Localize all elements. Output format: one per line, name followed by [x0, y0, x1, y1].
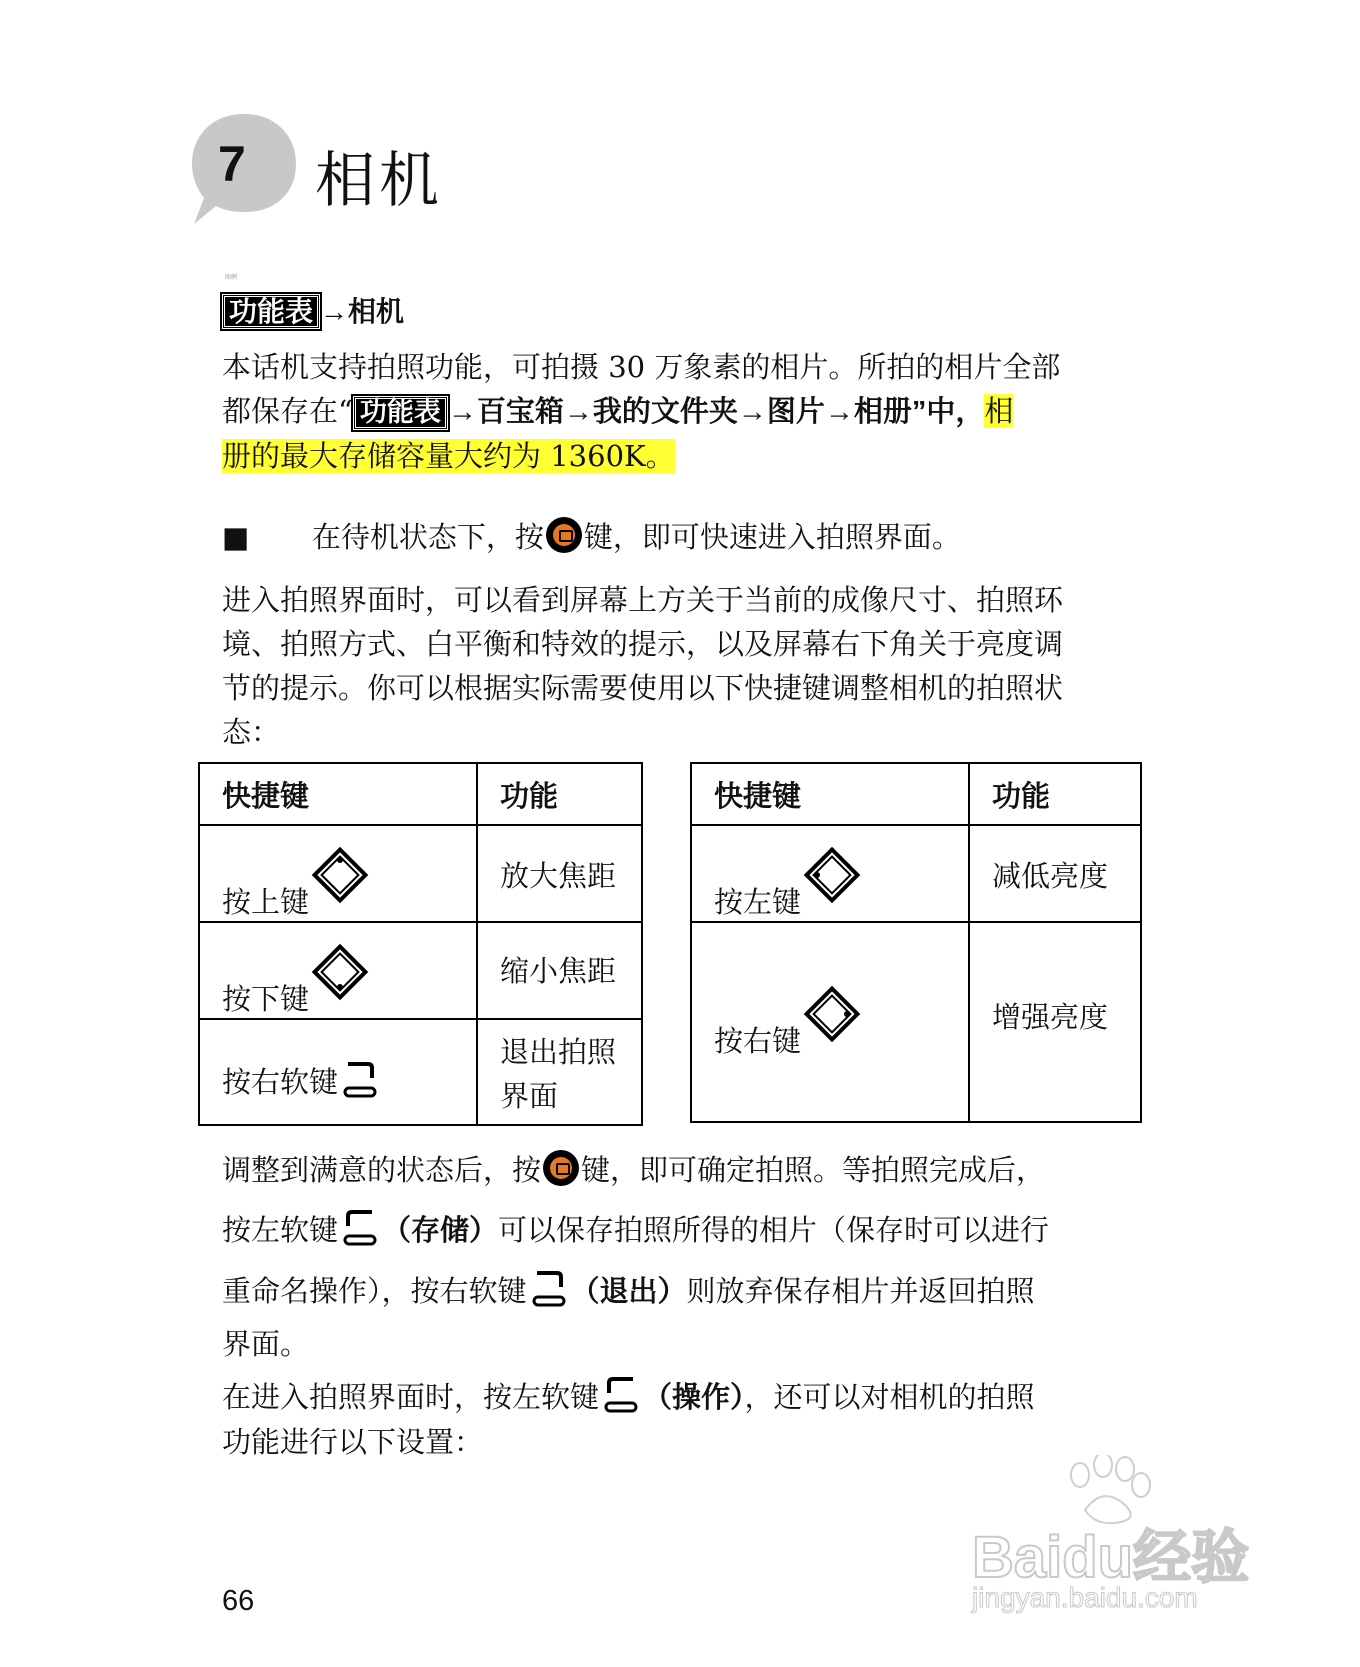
- para3-line-2-b: 可以保存拍照所得的相片（保存时可以进行: [498, 1213, 1050, 1247]
- table-row: [199, 1019, 642, 1125]
- para3-line-3-b: 则放弃保存相片并返回拍照: [686, 1274, 1035, 1308]
- bullet-symbol: ■: [222, 520, 250, 554]
- function-cell: 增强亮度: [969, 922, 1141, 1122]
- para3-line-1: [222, 1140, 1102, 1200]
- header-function: 功能: [477, 763, 642, 825]
- shortcut-intro-paragraph: [222, 578, 1102, 754]
- table-row: [691, 922, 1141, 1122]
- chapter-number: 7: [218, 136, 246, 192]
- function-cell: 缩小焦距: [477, 922, 642, 1019]
- para3-line-2: [222, 1200, 1102, 1261]
- watermark-url: jingyan.baidu.com: [972, 1582, 1198, 1613]
- para4-line-2: 功能进行以下设置：: [222, 1425, 484, 1459]
- menu-path: [222, 290, 404, 330]
- para3-line-3: [222, 1261, 1102, 1322]
- bullet-text-b: 键，即可快速进入拍照界面。: [583, 520, 961, 554]
- intro-highlight: 册的最大存储容量大约为 1360K。: [222, 439, 675, 473]
- header-shortcut: 快捷键: [691, 763, 969, 825]
- right-softkey-icon: [531, 1269, 567, 1313]
- key-label: 按左键: [714, 885, 802, 919]
- bullet-line: [222, 515, 1102, 559]
- para3-line-2-a: 按左软键: [222, 1213, 339, 1247]
- para2-line-1: 进入拍照界面时，可以看到屏幕上方关于当前的成像尺寸、拍照环: [222, 583, 1064, 617]
- para4-line-1-b: ，还可以对相机的拍照: [744, 1380, 1035, 1414]
- menu-chip: 功能表: [222, 294, 320, 329]
- intro-line-1: 本话机支持拍照功能，可拍摄 30 万象素的相片。所拍的相片全部: [222, 350, 1061, 384]
- left-softkey-icon: [342, 1208, 378, 1252]
- header-shortcut: 快捷键: [199, 763, 477, 825]
- exit-label: （退出）: [570, 1276, 687, 1308]
- intro-menu-chip: 功能表: [353, 396, 448, 430]
- intro-paragraph: [222, 345, 1102, 478]
- nav-down-key-icon: [309, 941, 371, 1003]
- camera-key-icon: [543, 1150, 579, 1186]
- para3-line-3-a: 重命名操作），按右软键: [222, 1274, 527, 1308]
- menu-path-rest: →相机: [320, 296, 405, 327]
- para3-line-1-b: 键，即可确定拍照。等拍照完成后，: [581, 1153, 1046, 1187]
- para3-line-1-a: 调整到满意的状态后，按: [222, 1153, 542, 1187]
- capture-paragraph: [222, 1140, 1102, 1366]
- key-label: 按下键: [222, 982, 310, 1016]
- table-row: [691, 825, 1141, 922]
- function-cell: 放大焦距: [477, 825, 642, 922]
- tiny-mark: 图例: [225, 274, 238, 281]
- save-label: （存储）: [382, 1215, 499, 1247]
- key-label: 按右软键: [222, 1065, 339, 1099]
- key-label: 按上键: [222, 885, 310, 919]
- para4-line-1: [222, 1375, 1102, 1420]
- function-cell-line-2: 界面: [500, 1079, 559, 1113]
- para4-line-1-a: 在进入拍照界面时，按左软键: [222, 1380, 600, 1414]
- shortcut-table-left: [198, 762, 643, 1126]
- para2-line-3: 节的提示。你可以根据实际需要使用以下快捷键调整相机的拍照状: [222, 671, 1064, 705]
- settings-paragraph: [222, 1375, 1102, 1464]
- intro-line-3: [222, 434, 1102, 478]
- table-row: [199, 922, 642, 1019]
- watermark-brand: Baidu经验: [972, 1525, 1250, 1590]
- shortcut-table-right: [690, 762, 1142, 1123]
- intro-path: →百宝箱→我的文件夹→图片→相册”中，: [447, 396, 985, 428]
- intro-line-2-a: 都保存在“: [222, 394, 353, 428]
- para2-line-4: 态：: [222, 715, 281, 749]
- intro-highlight-start: 相: [984, 394, 1014, 428]
- para3-line-4: 界面。: [222, 1327, 310, 1361]
- left-softkey-icon: [603, 1375, 639, 1419]
- nav-right-key-icon: [801, 983, 863, 1045]
- para2-line-2: 境、拍照方式、白平衡和特效的提示，以及屏幕右下角关于亮度调: [222, 627, 1064, 661]
- key-label: 按右键: [714, 1024, 802, 1058]
- chapter-title: 相机: [315, 147, 443, 214]
- camera-key-icon: [546, 517, 582, 553]
- right-softkey-icon: [342, 1060, 378, 1104]
- options-label: （操作）: [643, 1382, 745, 1414]
- header-function: 功能: [969, 763, 1141, 825]
- function-cell: 减低亮度: [969, 825, 1141, 922]
- function-cell: 退出拍照: [500, 1035, 617, 1069]
- page-number: 66: [222, 1585, 255, 1617]
- nav-left-key-icon: [801, 844, 863, 906]
- nav-up-key-icon: [309, 844, 371, 906]
- bullet-text-a: 在待机状态下，按: [311, 520, 544, 554]
- table-row: [199, 825, 642, 922]
- intro-line-2: [222, 389, 1102, 434]
